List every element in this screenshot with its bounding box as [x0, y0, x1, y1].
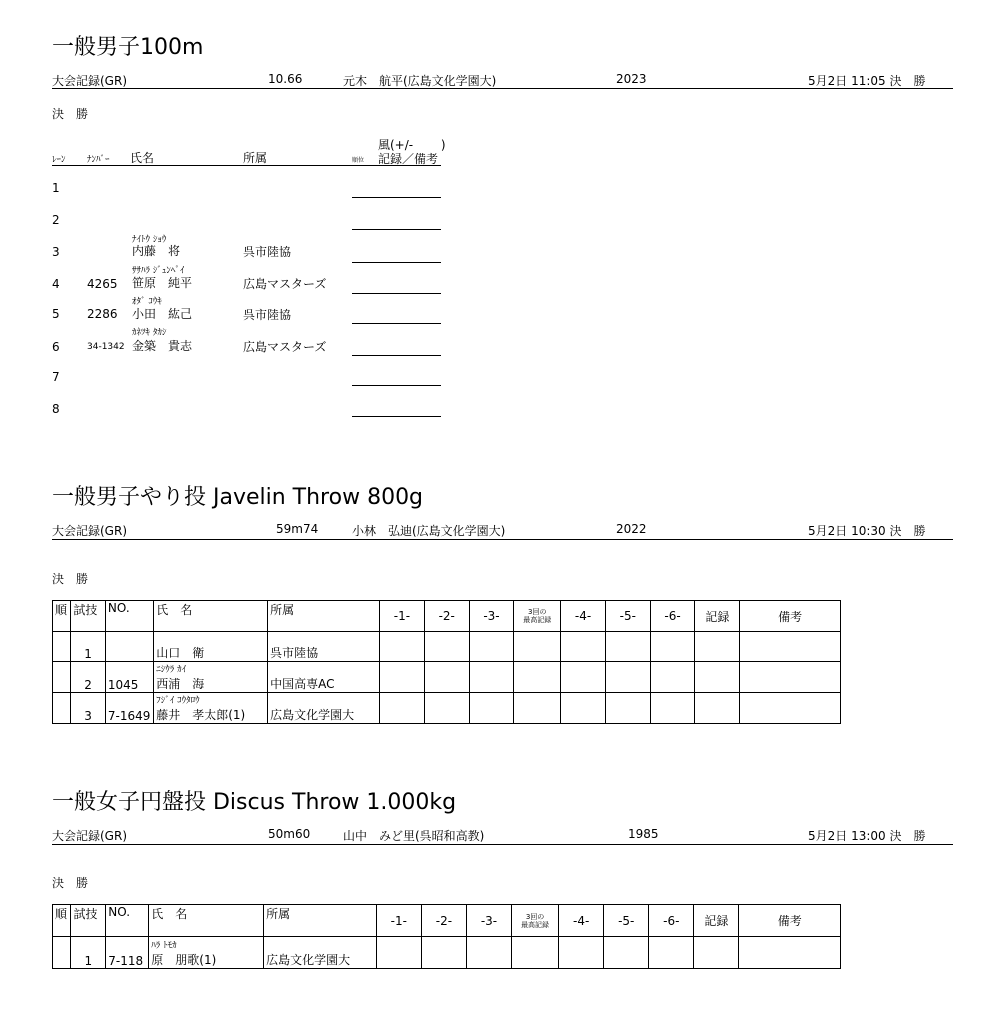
- table-row: [53, 662, 841, 693]
- round-label: 決 勝: [52, 876, 89, 890]
- record-year: 2022: [616, 522, 647, 536]
- athlete-kana: ﾌｼﾞｲ ｺｳﾀﾛｳ: [156, 696, 200, 706]
- best-of-3-line1: 3回の: [525, 912, 545, 921]
- result-entry-line: [352, 229, 441, 230]
- athlete-kana: ﾅｲﾄｳ ｼｮｳ: [132, 235, 167, 245]
- col-number: ﾅﾝﾊﾞｰ: [87, 155, 110, 165]
- event-schedule: 5月2日 13:00 決 勝: [808, 829, 926, 843]
- col-trial-6: -6-: [650, 601, 695, 632]
- result-entry-line: [352, 323, 441, 324]
- athlete-cell: [154, 693, 268, 724]
- col-rank: 順: [53, 905, 71, 937]
- col-order: 試技: [71, 601, 106, 632]
- col-no: NO.: [105, 601, 153, 632]
- lane-number: 1: [52, 181, 60, 195]
- col-trial-4: -4-: [559, 905, 604, 937]
- bib-number: 7-1649: [105, 693, 153, 724]
- event-schedule: 5月2日 10:30 決 勝: [808, 524, 926, 538]
- bib-number: 34-1342: [87, 342, 125, 352]
- table-row: [53, 632, 841, 662]
- record-holder: 小林 弘迪(広島文化学園大): [352, 524, 506, 538]
- col-result: 記録／備考: [378, 152, 439, 166]
- col-trial-6: -6-: [649, 905, 694, 937]
- result-entry-line: [352, 385, 441, 386]
- col-team: 所属: [268, 601, 380, 632]
- result-entry-line: [352, 197, 441, 198]
- athlete-cell: [149, 937, 264, 969]
- athlete-team: 広島マスターズ: [243, 277, 327, 291]
- col-trial-4: -4-: [561, 601, 606, 632]
- record-underline: [52, 539, 953, 540]
- results-table: [52, 600, 841, 724]
- lane-number: 5: [52, 307, 60, 321]
- best-of-3-line2: 最高記録: [523, 616, 552, 624]
- athlete-kana: ｶﾈﾂｷ ﾀｶｼ: [132, 328, 167, 338]
- col-wind: 風(+/- ): [378, 138, 446, 152]
- bib-number: 2286: [87, 307, 118, 321]
- table-header-row: [53, 601, 841, 632]
- col-best-of-3: [514, 601, 561, 632]
- col-note: 備考: [740, 601, 841, 632]
- record-year: 1985: [628, 827, 659, 841]
- col-name: 氏 名: [154, 601, 268, 632]
- athlete-name: 西浦 海: [156, 677, 205, 691]
- col-best-of-3: [512, 905, 559, 937]
- record-holder: 元木 航平(広島文化学園大): [343, 74, 497, 88]
- col-trial-1: -1-: [380, 601, 425, 632]
- record-holder: 山中 みど里(呉昭和高教): [343, 829, 485, 843]
- record-value: 59m74: [276, 522, 319, 536]
- event-title: 一般女子円盤投 Discus Throw 1.000kg: [52, 790, 457, 815]
- lane-number: 6: [52, 340, 60, 354]
- trial-order: 1: [71, 632, 106, 662]
- record-year: 2023: [616, 72, 647, 86]
- col-trial-3: -3-: [469, 601, 514, 632]
- lane-number: 3: [52, 245, 60, 259]
- athlete-cell: [154, 662, 268, 693]
- col-lane: ﾚｰﾝ: [52, 155, 66, 165]
- col-trial-2: -2-: [424, 601, 469, 632]
- best-of-3-line1: 3回の: [528, 608, 547, 616]
- result-entry-line: [352, 293, 441, 294]
- col-name: 氏 名: [149, 905, 264, 937]
- athlete-team: 広島文化学園大: [264, 937, 377, 969]
- col-trial-3: -3-: [466, 905, 511, 937]
- athlete-name: 金築 貴志: [132, 339, 193, 353]
- bib-number: 7-118: [106, 937, 149, 969]
- col-rank: 順位: [352, 157, 365, 164]
- event-title: 一般男子やり投 Javelin Throw 800g: [52, 485, 424, 510]
- bib-number: 4265: [87, 277, 118, 291]
- table-row: [53, 937, 841, 969]
- event-title: 一般男子100m: [52, 35, 204, 60]
- round-label: 決 勝: [52, 107, 89, 121]
- header-underline: [52, 165, 441, 166]
- athlete-team: 広島文化学園大: [268, 693, 380, 724]
- trial-order: 3: [71, 693, 106, 724]
- result-entry-line: [352, 355, 441, 356]
- col-trial-1: -1-: [376, 905, 421, 937]
- col-trial-5: -5-: [605, 601, 650, 632]
- best-of-3-line2: 最高記録: [521, 920, 550, 929]
- athlete-team: 広島マスターズ: [243, 340, 327, 354]
- athlete-team: 呉市陸協: [243, 308, 292, 322]
- athlete-team: 中国高専AC: [268, 662, 380, 693]
- athlete-name: 原 朋歌(1): [151, 953, 217, 967]
- athlete-kana: ｵﾀﾞ ｺｳｷ: [132, 297, 162, 307]
- athlete-name: 内藤 将: [132, 244, 181, 258]
- bib-number: [105, 632, 153, 662]
- col-trial-2: -2-: [421, 905, 466, 937]
- record-value: 50m60: [268, 827, 311, 841]
- col-name: 氏名: [130, 151, 155, 165]
- athlete-kana: ﾊﾗ ﾄﾓｶ: [151, 941, 177, 951]
- col-note: 備考: [739, 905, 841, 937]
- athlete-name: 小田 紘己: [132, 307, 193, 321]
- col-team: 所属: [264, 905, 377, 937]
- result-entry-line: [352, 416, 441, 417]
- col-no: NO.: [106, 905, 149, 937]
- event-schedule: 5月2日 11:05 決 勝: [808, 74, 926, 88]
- athlete-kana: ｻｻﾊﾗ ｼﾞｭﾝﾍﾟｲ: [132, 266, 185, 276]
- lane-number: 2: [52, 213, 60, 227]
- athlete-name: 藤井 孝太郎(1): [156, 708, 246, 722]
- trial-order: 2: [71, 662, 106, 693]
- athlete-team: 呉市陸協: [243, 245, 292, 259]
- trial-order: 1: [71, 937, 106, 969]
- col-trial-5: -5-: [604, 905, 649, 937]
- table-header-row: [53, 905, 841, 937]
- athlete-team: 呉市陸協: [268, 632, 380, 662]
- record-value: 10.66: [268, 72, 303, 86]
- record-label: 大会記録(GR): [52, 74, 128, 88]
- bib-number: 1045: [105, 662, 153, 693]
- record-underline: [52, 88, 953, 89]
- record-underline: [52, 844, 953, 845]
- lane-number: 4: [52, 277, 60, 291]
- table-row: [53, 693, 841, 724]
- col-result: 記録: [695, 601, 740, 632]
- athlete-name: 笹原 純平: [132, 276, 193, 290]
- athlete-cell: [154, 632, 268, 662]
- result-entry-line: [352, 262, 441, 263]
- athlete-name: 山口 衛: [156, 646, 205, 660]
- round-label: 決 勝: [52, 572, 89, 586]
- results-table: [52, 904, 841, 969]
- athlete-kana: ﾆｼｳﾗ ｶｲ: [156, 665, 187, 675]
- col-team: 所属: [243, 151, 268, 165]
- record-label: 大会記録(GR): [52, 829, 128, 843]
- lane-number: 7: [52, 370, 60, 384]
- col-rank: 順: [53, 601, 71, 632]
- col-result: 記録: [694, 905, 739, 937]
- lane-number: 8: [52, 402, 60, 416]
- record-label: 大会記録(GR): [52, 524, 128, 538]
- col-order: 試技: [71, 905, 106, 937]
